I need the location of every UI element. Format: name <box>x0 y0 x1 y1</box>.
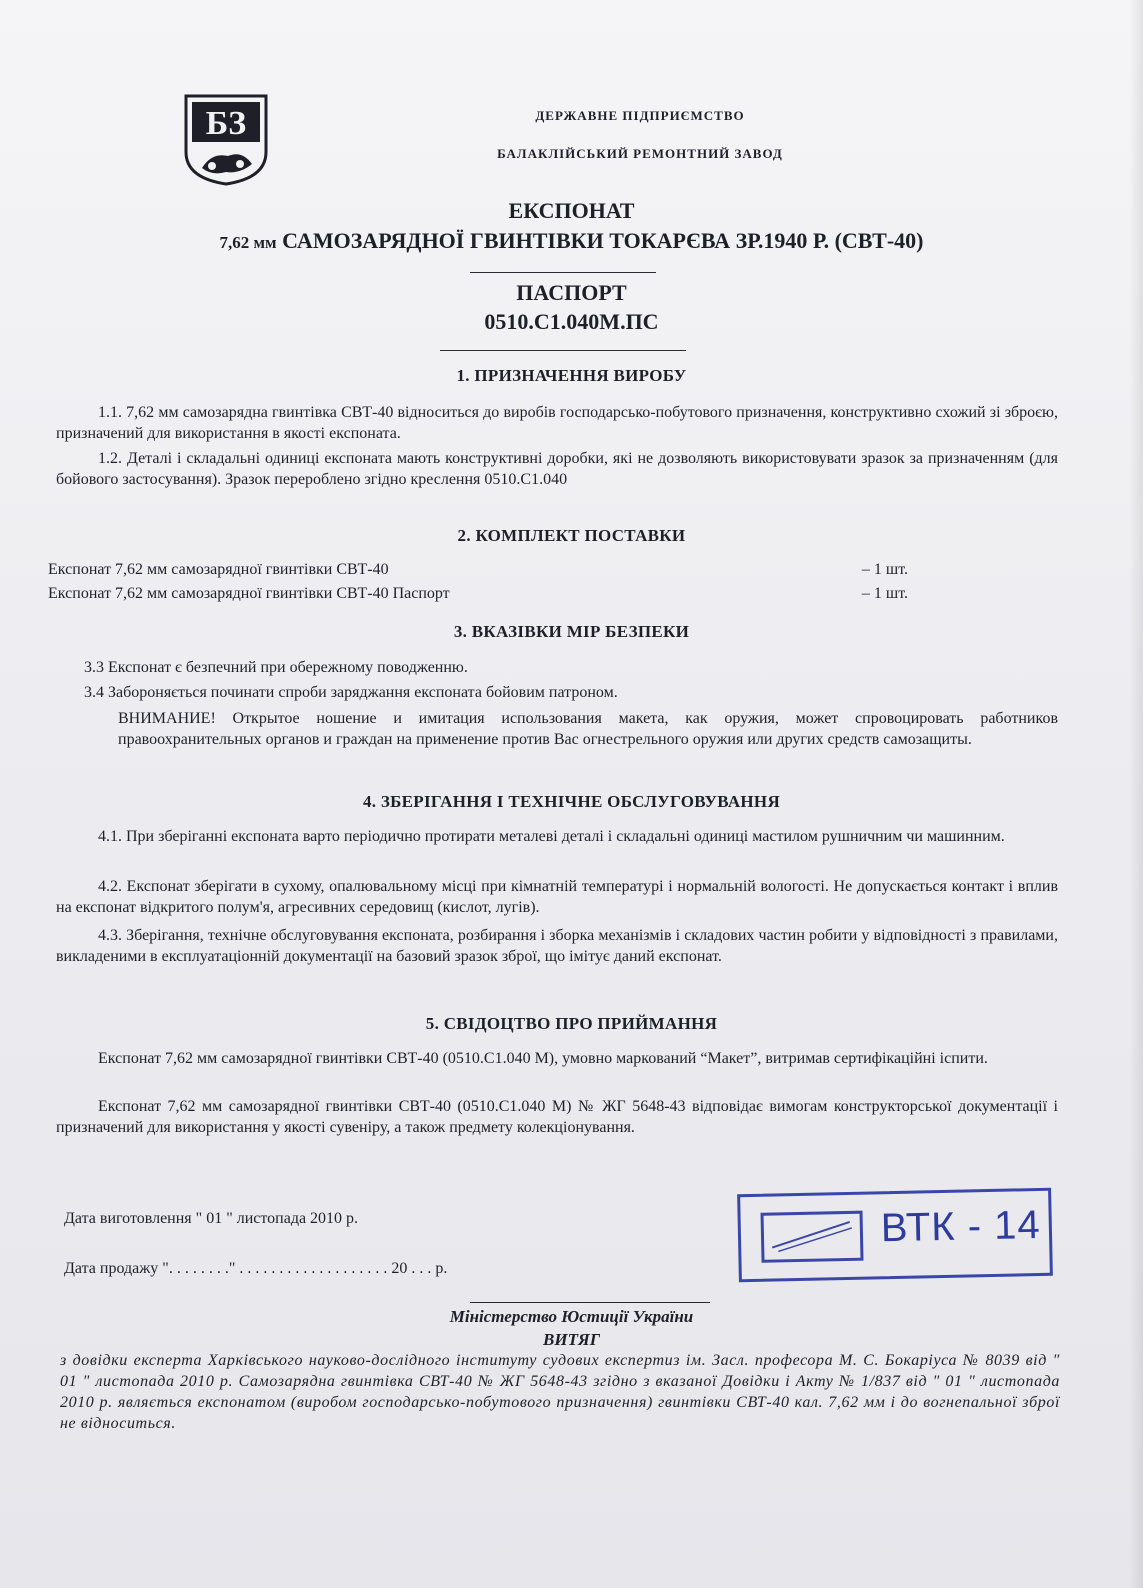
delivery-item <box>48 561 908 579</box>
title-line2 <box>0 228 1143 254</box>
warning-text: ВНИМАНИЕ! Открытое ношение и имитация использования макета, как оружия, может спровоцировать работников правоохранительных органов и граждан на применение против Вас огнестрельного оружия или других средств самозащиты. <box>118 710 1058 748</box>
stamp-signature-icon <box>764 1214 861 1260</box>
section5-p1: Експонат 7,62 мм самозарядної гвинтівки СВТ-40 (0510.С1.040 М), умовно маркований “Макет”, витримав сертифікаційні іспити. <box>98 1050 988 1067</box>
doc-type: ПАСПОРТ <box>516 280 627 305</box>
title-caliber: 7,62 мм <box>219 233 277 252</box>
section1-p2: 1.2. Деталі і складальні одиниці експоната мають конструктивні доробки, які не дозволяють використовувати зразок за призначенням (для бойового застосування). Зразок перероблено згідно креслення 0510.С1.040 <box>56 450 1058 488</box>
svg-text:БЗ: БЗ <box>205 105 247 142</box>
section4-p1: 4.1. При зберіганні експоната варто періодично протирати металеві деталі і складальні одиниці мастилом рушничним чи машинним. <box>98 828 1005 845</box>
enterprise-name: БАЛАКЛІЙСЬКИЙ РЕМОНТНИЙ ЗАВОД <box>497 146 783 161</box>
divider <box>470 272 656 273</box>
section3-p2: 3.4 Забороняється починати спроби заряджання експоната бойовим патроном. <box>84 684 618 701</box>
title-weapon: САМОЗАРЯДНОЇ ГВИНТІВКИ ТОКАРЄВА ЗР.1940 Р. (СВТ-40) <box>282 228 924 253</box>
section1-heading: 1. ПРИЗНАЧЕННЯ ВИРОБУ <box>456 366 687 385</box>
divider <box>470 1302 710 1303</box>
section5-p2: Експонат 7,62 мм самозарядної гвинтівки СВТ-40 (0510.С1.040 М) № ЖГ 5648-43 відповідає вимогам конструкторської документації і призначений для використання у якості сувеніру, а також предмету колекціонування. <box>56 1098 1058 1136</box>
manufacture-date: Дата виготовлення " 01 " листопада 2010 р. <box>64 1210 359 1227</box>
delivery-item-qty: – 1 шт. <box>861 585 908 602</box>
section4-p2: 4.2. Експонат зберігати в сухому, опалювальному місці при кімнатній температурі і нормальній вологості. Не допускається контакт і вплив на експонат відкритого полум'я, агресивних середовищ (кислот, лугів). <box>56 878 1058 916</box>
doc-code: 0510.С1.040М.ПС <box>484 309 659 334</box>
stamp-inner-box <box>761 1211 864 1263</box>
factory-emblem-icon <box>182 94 270 186</box>
enterprise-type: ДЕРЖАВНЕ ПІДПРИЄМСТВО <box>535 108 745 123</box>
section3-p1: 3.3 Експонат є безпечний при обережному поводженню. <box>84 659 468 676</box>
section1-p1: 1.1. 7,62 мм самозарядна гвинтівка СВТ-40 відноситься до виробів господарсько-побутового призначення, конструктивно схожий зі зброєю, призначений для використання в якості експоната. <box>56 404 1058 442</box>
delivery-item-name: Експонат 7,62 мм самозарядної гвинтівки СВТ-40 Паспорт <box>48 585 450 602</box>
sale-date: Дата продажу ". . . . . . . ." . . . . . . . . . . . . . . . . . . . 20 . . . р. <box>64 1260 448 1277</box>
section4-p3: 4.3. Зберігання, технічне обслуговування експоната, розбирання і зборка механізмів і складових частин робити у відповідності з правилами, викладеними в експлуатаціонній документації на базовий зразок зброї, що імітує даний експонат. <box>56 927 1058 965</box>
section3-heading: 3. ВКАЗІВКИ МІР БЕЗПЕКИ <box>453 622 690 641</box>
section2-heading: 2. КОМПЛЕКТ ПОСТАВКИ <box>457 526 686 545</box>
extract-body: з довідки експерта Харківського науково-дослідного інституту судових експертиз ім. Засл. професора М. С. Бокаріуса № 8039 від " 01 " листопада 2010 р. Самозарядна гвинтівка СВТ-40 № ЖГ 5648-43 згідно з вказаної Довідки і Акту № 1/837 від " 01 " листопада 2010 р. являється експонатом (виробом господарсько-побутового призначення) гвинтівки СВТ-40 кал. 7,62 мм і до вогнепальної зброї не відноситься. <box>60 1352 1060 1432</box>
delivery-item-qty: – 1 шт. <box>861 561 908 578</box>
section5-heading: 5. СВІДОЦТВО ПРО ПРИЙМАННЯ <box>425 1014 718 1033</box>
qc-stamp <box>737 1188 1053 1283</box>
section4-heading: 4. ЗБЕРІГАННЯ І ТЕХНІЧНЕ ОБСЛУГОВУВАННЯ <box>362 792 781 811</box>
delivery-item <box>48 585 908 603</box>
divider <box>440 350 686 351</box>
ministry-name: Міністерство Юстиції України <box>449 1307 694 1326</box>
stamp-text: ВТК - 14 <box>880 1202 1042 1251</box>
delivery-item-name: Експонат 7,62 мм самозарядної гвинтівки СВТ-40 <box>48 561 389 578</box>
extract-label: ВИТЯГ <box>543 1330 600 1349</box>
title-line1: ЕКСПОНАТ <box>508 198 635 223</box>
